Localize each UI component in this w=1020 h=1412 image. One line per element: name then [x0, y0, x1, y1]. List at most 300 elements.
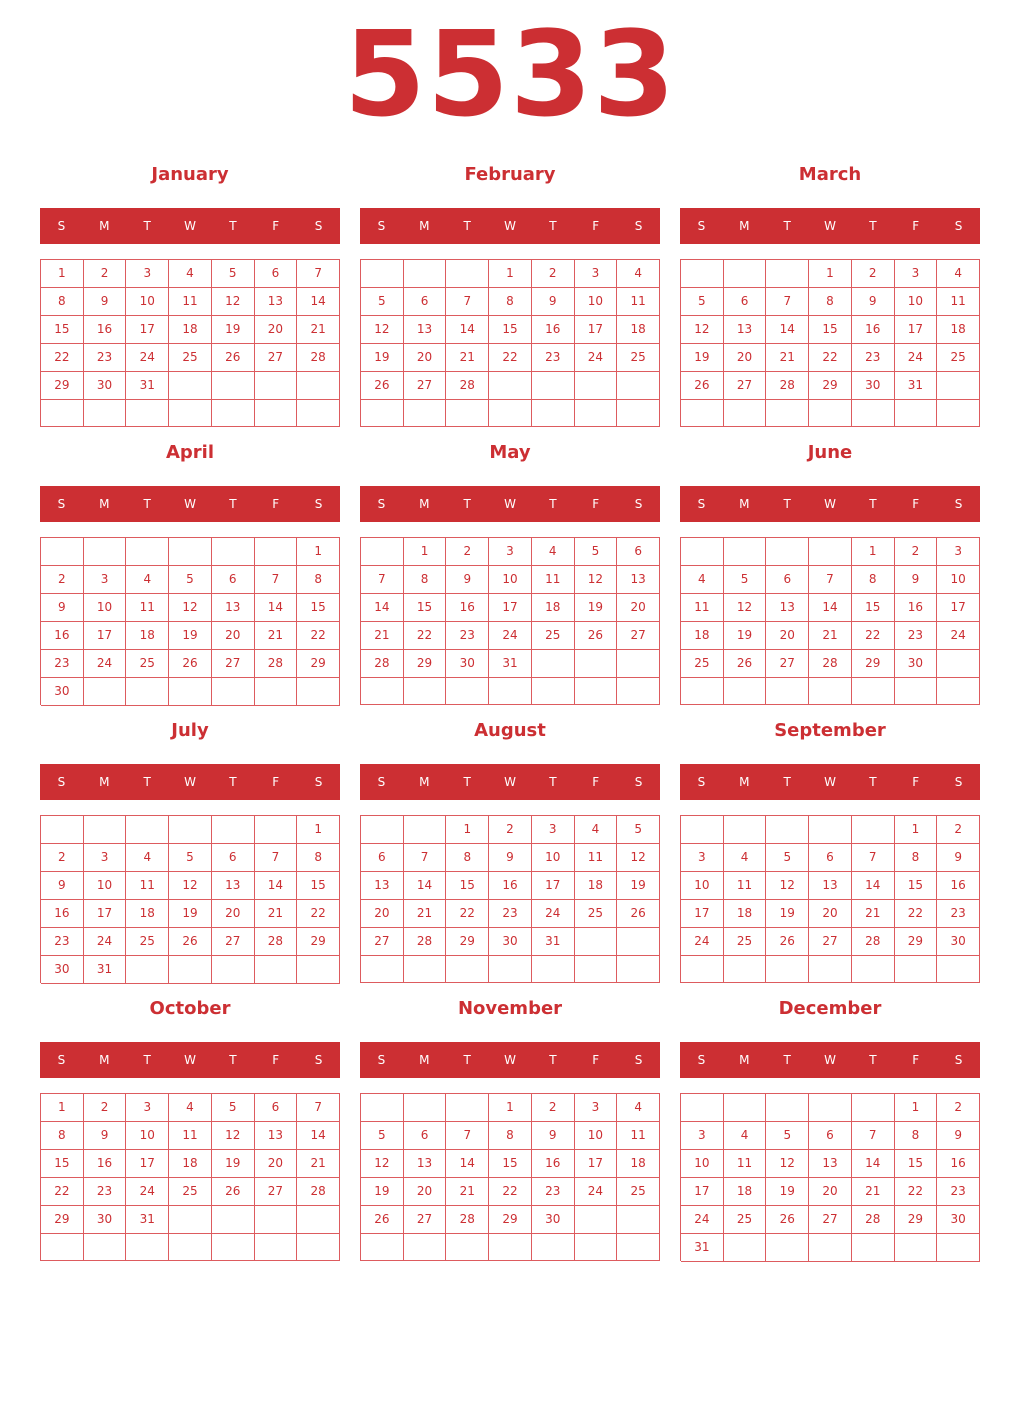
weekday-header [680, 1042, 980, 1078]
day-cell: 29 [895, 1206, 938, 1234]
day-cell: 30 [84, 372, 127, 400]
empty-day-cell [809, 538, 852, 566]
day-cell: 6 [255, 260, 298, 288]
day-cell: 24 [575, 1178, 618, 1206]
empty-day-cell [446, 400, 489, 427]
day-cell: 12 [169, 872, 212, 900]
day-cell: 14 [255, 594, 298, 622]
day-cell: 19 [212, 316, 255, 344]
day-cell: 17 [575, 1150, 618, 1178]
day-cell: 6 [404, 288, 447, 316]
day-cell: 24 [532, 900, 575, 928]
day-cell: 4 [126, 844, 169, 872]
day-cell: 26 [766, 1206, 809, 1234]
weekday-label: T [143, 1053, 151, 1067]
day-cell: 16 [84, 316, 127, 344]
day-cell: 2 [937, 816, 980, 844]
day-cell: 17 [895, 316, 938, 344]
day-cell: 12 [766, 872, 809, 900]
empty-day-cell [212, 816, 255, 844]
day-cell: 16 [489, 872, 532, 900]
day-cell: 21 [809, 622, 852, 650]
day-cell: 27 [809, 928, 852, 956]
day-cell: 17 [84, 622, 127, 650]
weekday-label: M [99, 219, 110, 233]
day-cell: 21 [404, 900, 447, 928]
day-cell: 15 [809, 316, 852, 344]
weekday-label: M [739, 497, 750, 511]
empty-day-cell [446, 678, 489, 705]
empty-day-cell [766, 956, 809, 983]
day-cell: 12 [212, 1122, 255, 1150]
weekday-label: F [272, 497, 280, 511]
day-cell: 27 [255, 1178, 298, 1206]
weekday-header [40, 208, 340, 244]
empty-day-cell [575, 650, 618, 678]
empty-day-cell [297, 678, 340, 706]
day-grid [360, 537, 660, 705]
day-cell: 28 [361, 650, 404, 678]
day-cell: 2 [41, 844, 84, 872]
day-cell: 19 [766, 1178, 809, 1206]
weekday-label: T [869, 219, 877, 233]
day-cell: 29 [446, 928, 489, 956]
day-cell: 11 [169, 1122, 212, 1150]
empty-day-cell [852, 816, 895, 844]
day-cell: 27 [361, 928, 404, 956]
empty-day-cell [297, 372, 340, 400]
weekday-label: S [634, 497, 643, 511]
day-cell: 7 [852, 1122, 895, 1150]
day-cell: 5 [169, 844, 212, 872]
day-cell: 28 [809, 650, 852, 678]
day-cell: 20 [809, 900, 852, 928]
empty-day-cell [446, 260, 489, 288]
day-cell: 23 [852, 344, 895, 372]
weekday-label: W [184, 775, 196, 789]
day-cell: 10 [937, 566, 980, 594]
day-cell: 24 [937, 622, 980, 650]
day-cell: 17 [937, 594, 980, 622]
empty-day-cell [575, 678, 618, 705]
empty-day-cell [937, 956, 980, 983]
day-cell: 11 [937, 288, 980, 316]
day-cell: 17 [575, 316, 618, 344]
empty-day-cell [84, 1234, 127, 1261]
empty-day-cell [809, 678, 852, 705]
month-name: April [165, 442, 215, 463]
empty-day-cell [766, 260, 809, 288]
day-cell: 20 [404, 1178, 447, 1206]
empty-day-cell [681, 956, 724, 983]
day-cell: 17 [126, 1150, 169, 1178]
day-cell: 18 [575, 872, 618, 900]
day-cell: 22 [446, 900, 489, 928]
day-cell: 8 [852, 566, 895, 594]
day-cell: 21 [852, 1178, 895, 1206]
day-cell: 13 [255, 1122, 298, 1150]
month-name: July [171, 720, 209, 741]
day-cell: 5 [361, 288, 404, 316]
day-cell: 26 [724, 650, 767, 678]
weekday-header [360, 486, 660, 522]
day-cell: 7 [766, 288, 809, 316]
day-cell: 18 [532, 594, 575, 622]
day-cell: 9 [41, 594, 84, 622]
weekday-label: T [463, 775, 471, 789]
day-cell: 9 [41, 872, 84, 900]
empty-day-cell [404, 1094, 447, 1122]
day-cell: 18 [681, 622, 724, 650]
day-cell: 27 [404, 1206, 447, 1234]
day-cell: 9 [895, 566, 938, 594]
day-cell: 28 [404, 928, 447, 956]
day-cell: 22 [41, 1178, 84, 1206]
day-cell: 28 [446, 372, 489, 400]
day-cell: 27 [212, 928, 255, 956]
day-cell: 29 [809, 372, 852, 400]
weekday-label: F [592, 219, 600, 233]
empty-day-cell [169, 956, 212, 984]
empty-day-cell [766, 1094, 809, 1122]
day-cell: 8 [41, 288, 84, 316]
weekday-label: T [783, 775, 791, 789]
day-cell: 29 [41, 372, 84, 400]
weekday-label: T [463, 1053, 471, 1067]
day-cell: 20 [404, 344, 447, 372]
day-cell: 2 [895, 538, 938, 566]
weekday-label: T [783, 1053, 791, 1067]
weekday-label: W [184, 219, 196, 233]
day-cell: 9 [532, 288, 575, 316]
empty-day-cell [255, 816, 298, 844]
day-cell: 10 [126, 288, 169, 316]
empty-day-cell [126, 400, 169, 427]
weekday-label: S [314, 219, 323, 233]
day-cell: 4 [169, 1094, 212, 1122]
day-cell: 8 [297, 844, 340, 872]
day-cell: 12 [617, 844, 660, 872]
day-cell: 25 [126, 650, 169, 678]
empty-day-cell [126, 678, 169, 706]
empty-day-cell [681, 260, 724, 288]
empty-day-cell [724, 538, 767, 566]
day-cell: 7 [852, 844, 895, 872]
day-cell: 31 [126, 372, 169, 400]
day-cell: 19 [766, 900, 809, 928]
day-cell: 25 [575, 900, 618, 928]
weekday-header [360, 1042, 660, 1078]
empty-day-cell [84, 400, 127, 427]
empty-day-cell [617, 1234, 660, 1261]
day-cell: 19 [361, 344, 404, 372]
day-cell: 27 [724, 372, 767, 400]
day-cell: 27 [212, 650, 255, 678]
weekday-label: W [504, 1053, 516, 1067]
day-cell: 18 [169, 316, 212, 344]
day-cell: 28 [255, 650, 298, 678]
day-cell: 30 [937, 928, 980, 956]
day-cell: 10 [575, 288, 618, 316]
day-cell: 19 [617, 872, 660, 900]
day-cell: 24 [126, 1178, 169, 1206]
empty-day-cell [169, 816, 212, 844]
empty-day-cell [489, 1234, 532, 1261]
weekday-label: M [739, 219, 750, 233]
weekday-label: T [229, 219, 237, 233]
day-cell: 15 [41, 1150, 84, 1178]
empty-day-cell [809, 816, 852, 844]
day-cell: 13 [212, 594, 255, 622]
day-cell: 9 [84, 288, 127, 316]
day-cell: 13 [766, 594, 809, 622]
day-cell: 30 [937, 1206, 980, 1234]
day-cell: 14 [255, 872, 298, 900]
day-cell: 23 [446, 622, 489, 650]
weekday-label: F [592, 1053, 600, 1067]
day-cell: 17 [681, 900, 724, 928]
day-cell: 12 [575, 566, 618, 594]
day-cell: 8 [489, 288, 532, 316]
empty-day-cell [255, 956, 298, 984]
day-cell: 2 [84, 260, 127, 288]
weekday-label: T [229, 497, 237, 511]
day-cell: 31 [895, 372, 938, 400]
weekday-label: W [824, 1053, 836, 1067]
empty-day-cell [297, 400, 340, 427]
day-cell: 17 [681, 1178, 724, 1206]
day-cell: 14 [766, 316, 809, 344]
day-cell: 7 [297, 260, 340, 288]
empty-day-cell [84, 538, 127, 566]
day-cell: 28 [446, 1206, 489, 1234]
empty-day-cell [126, 1234, 169, 1261]
day-cell: 22 [297, 622, 340, 650]
day-cell: 9 [532, 1122, 575, 1150]
day-cell: 30 [852, 372, 895, 400]
day-cell: 5 [766, 844, 809, 872]
empty-day-cell [212, 372, 255, 400]
day-cell: 3 [126, 1094, 169, 1122]
day-cell: 5 [169, 566, 212, 594]
weekday-label: T [143, 775, 151, 789]
month-name: November [457, 998, 563, 1019]
weekday-label: M [99, 775, 110, 789]
weekday-label: S [954, 775, 963, 789]
day-cell: 29 [895, 928, 938, 956]
day-cell: 22 [895, 900, 938, 928]
day-cell: 5 [212, 260, 255, 288]
day-cell: 25 [617, 1178, 660, 1206]
empty-day-cell [895, 956, 938, 983]
day-cell: 15 [895, 872, 938, 900]
day-cell: 16 [532, 316, 575, 344]
day-cell: 5 [361, 1122, 404, 1150]
day-cell: 10 [681, 872, 724, 900]
day-cell: 21 [766, 344, 809, 372]
day-cell: 10 [126, 1122, 169, 1150]
day-cell: 26 [361, 372, 404, 400]
day-cell: 20 [212, 900, 255, 928]
weekday-label: T [229, 775, 237, 789]
day-cell: 2 [852, 260, 895, 288]
day-cell: 14 [446, 316, 489, 344]
day-cell: 13 [809, 1150, 852, 1178]
day-cell: 12 [361, 316, 404, 344]
day-cell: 28 [255, 928, 298, 956]
day-cell: 1 [489, 260, 532, 288]
weekday-label: S [954, 219, 963, 233]
empty-day-cell [681, 400, 724, 427]
empty-day-cell [41, 400, 84, 427]
empty-day-cell [255, 400, 298, 427]
empty-day-cell [724, 260, 767, 288]
empty-day-cell [255, 372, 298, 400]
day-cell: 6 [724, 288, 767, 316]
day-cell: 31 [532, 928, 575, 956]
empty-day-cell [255, 538, 298, 566]
day-cell: 1 [41, 1094, 84, 1122]
empty-day-cell [724, 816, 767, 844]
day-cell: 4 [169, 260, 212, 288]
empty-day-cell [361, 1234, 404, 1261]
day-cell: 25 [532, 622, 575, 650]
weekday-header [680, 486, 980, 522]
day-cell: 24 [681, 928, 724, 956]
day-cell: 1 [404, 538, 447, 566]
day-cell: 18 [169, 1150, 212, 1178]
empty-day-cell [575, 1234, 618, 1261]
weekday-label: F [272, 1053, 280, 1067]
empty-day-cell [169, 372, 212, 400]
empty-day-cell [361, 816, 404, 844]
month-name: September [774, 720, 886, 741]
day-cell: 12 [169, 594, 212, 622]
weekday-label: F [592, 775, 600, 789]
weekday-header [40, 764, 340, 800]
empty-day-cell [681, 1094, 724, 1122]
day-cell: 11 [681, 594, 724, 622]
empty-day-cell [937, 372, 980, 400]
empty-day-cell [169, 678, 212, 706]
day-cell: 18 [617, 316, 660, 344]
day-cell: 19 [212, 1150, 255, 1178]
day-cell: 6 [404, 1122, 447, 1150]
day-cell: 16 [895, 594, 938, 622]
day-cell: 20 [766, 622, 809, 650]
weekday-label: W [504, 219, 516, 233]
year-title: 5533 [343, 5, 677, 143]
weekday-label: T [549, 497, 557, 511]
day-cell: 8 [895, 844, 938, 872]
day-cell: 15 [489, 1150, 532, 1178]
day-cell: 19 [169, 900, 212, 928]
weekday-header [360, 764, 660, 800]
day-cell: 30 [41, 956, 84, 984]
weekday-label: W [184, 1053, 196, 1067]
weekday-label: T [229, 1053, 237, 1067]
day-cell: 7 [446, 288, 489, 316]
day-cell: 20 [724, 344, 767, 372]
day-cell: 2 [532, 1094, 575, 1122]
weekday-label: W [824, 775, 836, 789]
empty-day-cell [126, 816, 169, 844]
empty-day-cell [532, 400, 575, 427]
empty-day-cell [809, 1234, 852, 1262]
day-cell: 21 [361, 622, 404, 650]
day-cell: 2 [489, 816, 532, 844]
day-cell: 25 [169, 344, 212, 372]
day-cell: 23 [895, 622, 938, 650]
empty-day-cell [532, 372, 575, 400]
day-cell: 13 [724, 316, 767, 344]
weekday-label: S [57, 1053, 66, 1067]
day-cell: 1 [852, 538, 895, 566]
day-cell: 3 [895, 260, 938, 288]
weekday-label: F [912, 497, 920, 511]
day-cell: 31 [126, 1206, 169, 1234]
day-cell: 19 [681, 344, 724, 372]
day-cell: 10 [895, 288, 938, 316]
day-cell: 29 [489, 1206, 532, 1234]
day-cell: 6 [255, 1094, 298, 1122]
empty-day-cell [212, 1234, 255, 1261]
day-cell: 23 [41, 650, 84, 678]
day-cell: 1 [297, 816, 340, 844]
weekday-label: M [419, 775, 430, 789]
day-cell: 4 [575, 816, 618, 844]
day-cell: 5 [212, 1094, 255, 1122]
month-name: August [474, 720, 546, 741]
day-cell: 15 [446, 872, 489, 900]
day-cell: 26 [169, 928, 212, 956]
day-grid [40, 1093, 340, 1261]
weekday-label: S [377, 1053, 386, 1067]
day-cell: 23 [532, 344, 575, 372]
empty-day-cell [617, 678, 660, 705]
day-cell: 5 [575, 538, 618, 566]
empty-day-cell [255, 1206, 298, 1234]
day-cell: 4 [724, 1122, 767, 1150]
weekday-label: S [697, 497, 706, 511]
day-cell: 4 [681, 566, 724, 594]
empty-day-cell [681, 816, 724, 844]
empty-day-cell [937, 678, 980, 705]
day-cell: 12 [212, 288, 255, 316]
day-cell: 8 [404, 566, 447, 594]
day-cell: 20 [617, 594, 660, 622]
weekday-label: W [504, 497, 516, 511]
empty-day-cell [575, 928, 618, 956]
day-cell: 3 [532, 816, 575, 844]
day-grid [40, 259, 340, 427]
day-cell: 27 [255, 344, 298, 372]
day-cell: 26 [681, 372, 724, 400]
day-cell: 4 [724, 844, 767, 872]
day-cell: 26 [212, 1178, 255, 1206]
day-cell: 24 [84, 928, 127, 956]
empty-day-cell [297, 1206, 340, 1234]
month-name: December [778, 998, 882, 1019]
day-cell: 9 [489, 844, 532, 872]
weekday-label: S [697, 219, 706, 233]
weekday-label: T [783, 497, 791, 511]
day-cell: 3 [489, 538, 532, 566]
day-cell: 11 [724, 1150, 767, 1178]
month-name: May [489, 442, 531, 463]
day-cell: 7 [361, 566, 404, 594]
day-cell: 11 [575, 844, 618, 872]
